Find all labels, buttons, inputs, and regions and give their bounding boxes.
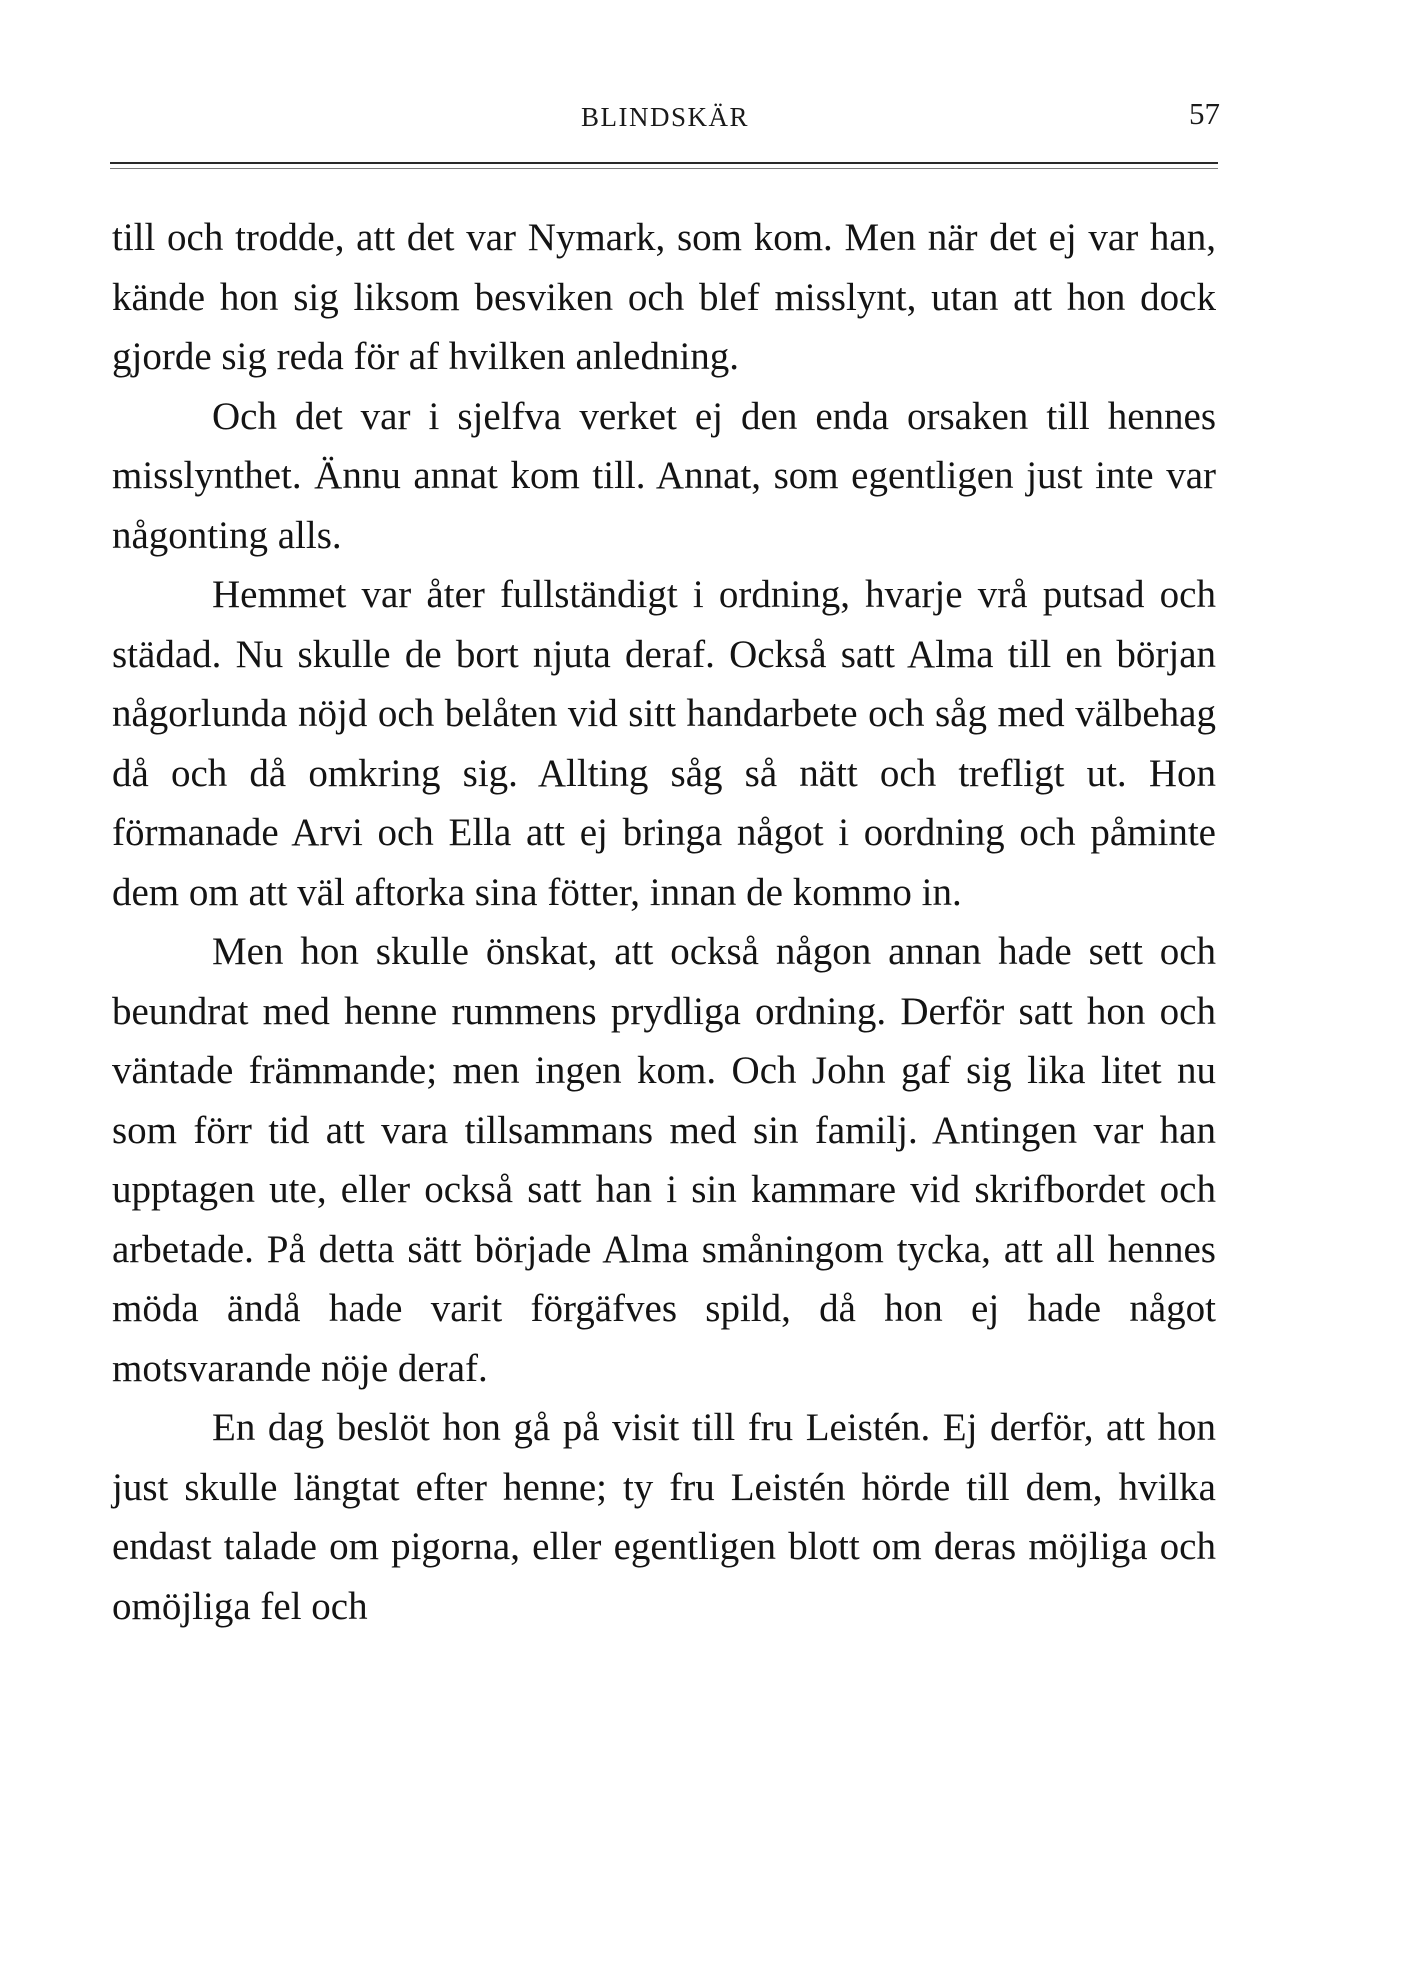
paragraph-3: Hemmet var åter fullständigt i ordning, hvarje vrå putsad och städad. Nu skulle de bort njuta deraf. Också satt Alma till en början någorlunda nöjd och belåten vid sitt handarbete och såg med välbehag då och då omkring sig. Allting såg så nätt och trefligt ut. Hon förmanade Arvi och Ella att ej bringa något i oordning och påminte dem om att väl aftorka sina fötter, innan de kommo in.: [112, 573, 1216, 914]
header-rule: [110, 162, 1218, 164]
header-rule-thin: [110, 168, 1218, 169]
running-title: BLINDSKÄR: [580, 102, 749, 132]
body-text: [112, 208, 1216, 1636]
page-number: 57: [1189, 96, 1220, 131]
paragraph-4: Men hon skulle önskat, att också någon annan hade sett och beundrat med henne rummens prydliga ordning. Derför satt hon och väntade främmande; men ingen kom. Och John gaf sig lika litet nu som förr tid att vara tillsammans med sin familj. Antingen var han upptagen ute, eller också satt han i sin kammare vid skrifbordet och arbetade. På detta sätt började Alma småningom tycka, att all hennes möda ändå hade varit förgäfves spild, då hon ej hade något motsvarande nöje deraf.: [112, 930, 1216, 1390]
running-head: [110, 96, 1220, 140]
paragraph-1: till och trodde, att det var Nymark, som kom. Men när det ej var han, kände hon sig liksom besviken och blef misslynt, utan att hon dock gjorde sig reda för af hvilken anledning.: [112, 216, 1216, 378]
paragraph-2: Och det var i sjelfva verket ej den enda orsaken till hennes misslynthet. Ännu annat kom till. Annat, som egentligen just inte var någonting alls.: [112, 394, 1216, 557]
paragraph-5: En dag beslöt hon gå på visit till fru Leistén. Ej derför, att hon just skulle längtat efter henne; ty fru Leistén hörde till dem, hvilka endast talade om pigorna, eller egentligen blott om deras möjliga och omöjliga fel och: [112, 1406, 1216, 1628]
